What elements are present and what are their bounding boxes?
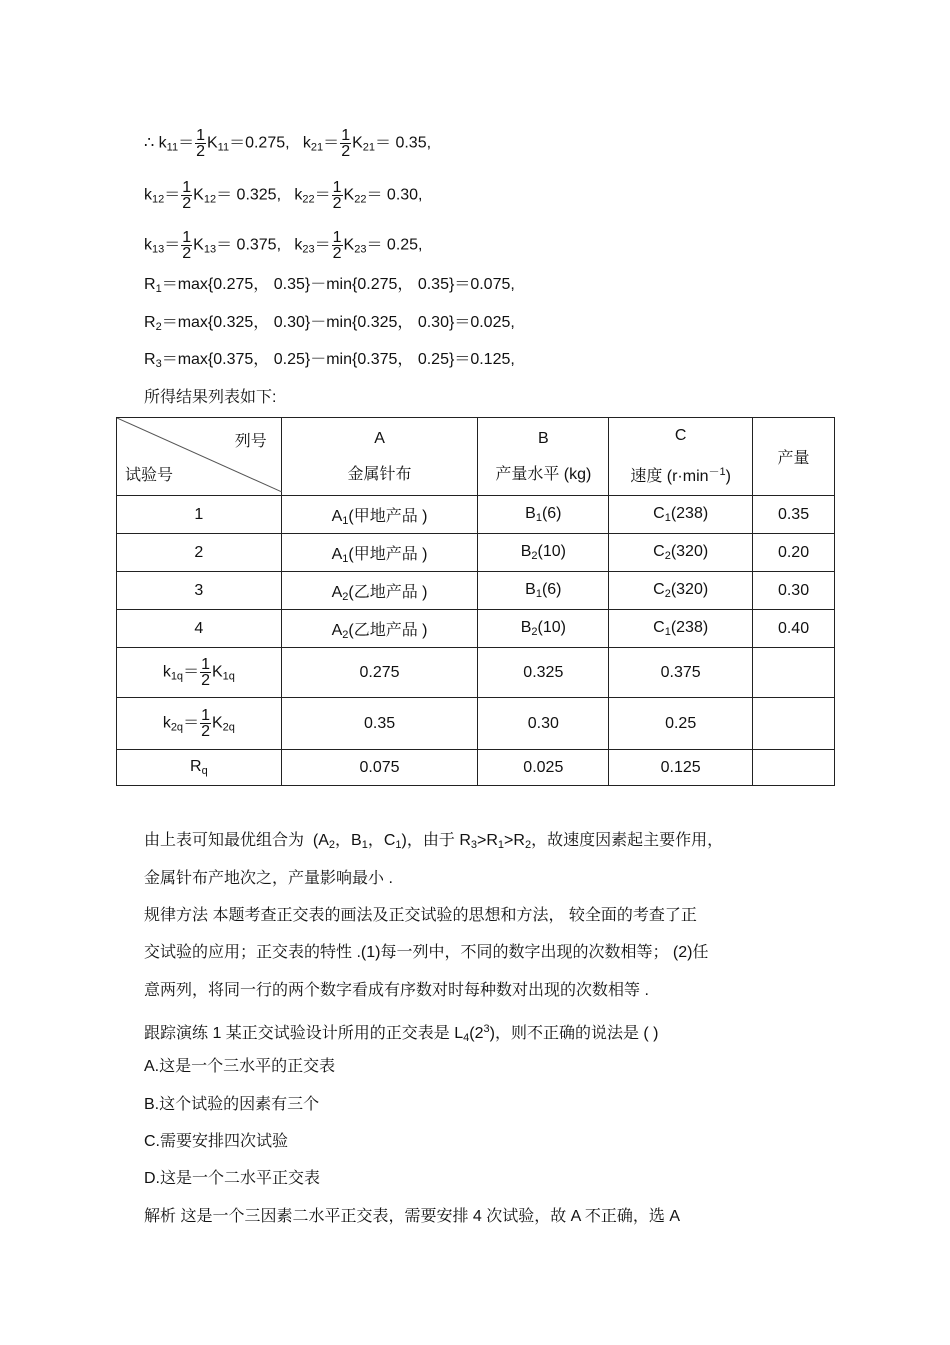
r3-symbol: R: [144, 351, 156, 368]
cell-b: [478, 534, 609, 572]
combo-a-sub: 2: [328, 839, 336, 851]
b-text: (6): [541, 581, 562, 598]
a-sub: 2: [342, 628, 349, 641]
half-num: 1: [332, 229, 342, 246]
question-pre: 跟踪演练 1 某正交试验设计所用的正交表是 L: [144, 1025, 464, 1042]
question-sub: 4: [463, 1032, 470, 1044]
k23-rhs: K: [343, 236, 355, 254]
a-text: (乙地产品 ): [348, 583, 428, 601]
k1q-a: 0.275: [281, 648, 478, 698]
header-col-a: [281, 418, 478, 496]
half-den: 2: [201, 672, 210, 689]
equals: ＝: [314, 186, 331, 204]
c-main: C: [653, 581, 665, 598]
half-num: 1: [201, 656, 210, 673]
half-den: 2: [332, 245, 342, 262]
cell-c: [609, 496, 753, 534]
k2q-label: [117, 698, 282, 750]
a-main: A: [331, 545, 343, 563]
b-main: B: [525, 581, 536, 598]
c-sub: 2: [664, 588, 671, 600]
k11-value: ＝0.275,: [229, 134, 290, 152]
range-r3-line: [144, 349, 515, 375]
gt1: >R: [477, 832, 498, 849]
c-text: (238): [670, 505, 709, 522]
half-num: 1: [182, 229, 192, 246]
exercise-question: [144, 1018, 659, 1049]
method-line-2: 交试验的应用；正交表的特性 .(1)每一列中，不同的数字出现的次数相等； (2)任: [144, 944, 709, 961]
rq-label: [117, 750, 282, 786]
equals: ＝: [183, 663, 200, 681]
cell-b: [478, 610, 609, 648]
col-a-name: 金属针布: [347, 465, 412, 483]
range-r2-line: [144, 312, 515, 338]
r1-symbol: R: [144, 276, 156, 293]
a-main: A: [331, 507, 343, 525]
range-r1-line: [144, 274, 515, 300]
cell-yield: 0.40: [753, 610, 835, 648]
k13-lhs-sub: 13: [152, 243, 165, 256]
option-a: A.这是一个三水平的正交表: [144, 1058, 336, 1075]
k22-rhs: K: [343, 186, 355, 204]
k1q-empty: [753, 648, 835, 698]
b-sub: 2: [531, 626, 538, 638]
combo-c-sub: 1: [395, 839, 402, 851]
formula-line-2: [144, 180, 423, 211]
c-main: C: [653, 543, 665, 560]
k1q-lhs: k: [162, 663, 171, 681]
header-col-c: [609, 418, 753, 496]
a-text: (乙地产品 ): [348, 621, 428, 639]
k11-rhs: K: [206, 134, 218, 152]
half-fraction: [195, 128, 206, 159]
half-fraction: [181, 230, 192, 261]
r3-symbol: R: [459, 832, 471, 849]
cell-c: [609, 610, 753, 648]
k23-lhs: k: [294, 236, 303, 254]
cell-c: [609, 572, 753, 610]
rq-empty: [753, 750, 835, 786]
k22-lhs: k: [294, 186, 303, 204]
method-line-3: 意两列，将同一行的两个数字看成有序数对时每种数对出现的次数相等 .: [144, 982, 649, 999]
col-c-name-post: ): [725, 468, 731, 485]
k2q-c: 0.25: [609, 698, 753, 750]
k1q-b: 0.325: [478, 648, 609, 698]
k12-lhs-sub: 12: [152, 193, 165, 206]
table-row: [117, 534, 835, 572]
k12-rhs-sub: 12: [203, 193, 217, 206]
c-text: (238): [670, 619, 709, 636]
half-num: 1: [196, 127, 205, 144]
formula-line-1: [144, 128, 431, 159]
table-row: [117, 610, 835, 648]
answer-explanation: 解析 这是一个三因素二水平正交表，需要安排 4 次试验，故 A 不正确，选 A: [144, 1208, 681, 1225]
c-text: (320): [670, 581, 709, 598]
a-sub: 2: [342, 590, 349, 603]
corner-row-label: 试验号: [125, 467, 174, 484]
k1q-lhs-sub: 1q: [170, 670, 184, 683]
rq-row: [117, 750, 835, 786]
col-c-name-sup: －1: [708, 466, 726, 478]
half-fraction: [332, 180, 343, 211]
half-num: 1: [341, 127, 351, 144]
equals: ＝: [314, 236, 331, 254]
k21-lhs: k: [302, 134, 311, 152]
table-intro: 所得结果列表如下:: [144, 389, 277, 406]
r1-sub: 1: [497, 839, 505, 851]
r1-sub: 1: [155, 283, 162, 295]
half-num: 1: [332, 179, 342, 196]
method-line-1: 规律方法 本题考查正交表的画法及正交试验的思想和方法， 较全面的考查了正: [144, 907, 697, 924]
half-fraction: [332, 230, 343, 261]
k2q-lhs-sub: 2q: [170, 721, 184, 734]
combo-open: (A: [312, 832, 329, 849]
k23-value: ＝ 0.25,: [366, 236, 423, 254]
formula-line-3: [144, 230, 423, 261]
b-sub: 1: [535, 588, 542, 600]
col-c-letter: C: [674, 427, 687, 444]
row-number: 2: [117, 534, 282, 572]
b-sub: 2: [531, 550, 538, 562]
half-fraction: [181, 180, 192, 211]
equals: ＝: [178, 134, 195, 152]
gt2: >R: [504, 832, 525, 849]
rq-b: 0.025: [478, 750, 609, 786]
half-den: 2: [201, 723, 210, 740]
equals: ＝: [323, 134, 340, 152]
half-den: 2: [182, 245, 192, 262]
r2-sub: 2: [155, 321, 162, 333]
half-den: 2: [341, 143, 351, 160]
b-text: (6): [541, 505, 562, 522]
cell-yield: 0.20: [753, 534, 835, 572]
b-main: B: [525, 505, 536, 522]
col-b-name: 产量水平 (kg): [495, 465, 592, 483]
k21-value: ＝ 0.35,: [375, 134, 432, 152]
table-row: [117, 572, 835, 610]
r3-sub: 3: [155, 358, 162, 370]
question-sup: 3: [483, 1023, 490, 1035]
r3-expression: ＝max{0.375， 0.25}－min{0.375， 0.25}＝0.125,: [161, 351, 515, 368]
b-text: (10): [537, 543, 566, 560]
option-c: C.需要安排四次试验: [144, 1133, 289, 1150]
k22-lhs-sub: 22: [302, 193, 315, 206]
conclusion-tail: ，故速度因素起主要作用，: [531, 832, 724, 849]
conclusion-line-1: [144, 830, 723, 856]
combo-mid2: ，C: [367, 832, 396, 849]
k11-lhs: k: [158, 134, 167, 152]
b-main: B: [520, 619, 532, 636]
k13-rhs-sub: 13: [203, 243, 217, 256]
c-sub: 1: [664, 626, 671, 638]
half-fraction: [200, 708, 211, 739]
c-main: C: [653, 505, 665, 522]
r3-sub: 3: [470, 839, 478, 851]
half-num: 1: [182, 179, 192, 196]
col-b-letter: B: [537, 429, 549, 447]
cell-a: [281, 610, 478, 648]
k13-value: ＝ 0.375,: [216, 236, 282, 254]
k2q-lhs: k: [162, 714, 171, 732]
k2q-row: [117, 698, 835, 750]
corner-column-label: 列号: [234, 433, 267, 450]
r2-symbol: R: [144, 314, 156, 331]
k13-lhs: k: [144, 236, 152, 254]
cell-a: [281, 496, 478, 534]
a-main: A: [331, 621, 343, 639]
half-den: 2: [182, 195, 192, 212]
k22-value: ＝ 0.30,: [366, 186, 423, 204]
k1q-c: 0.375: [609, 648, 753, 698]
k23-lhs-sub: 23: [302, 243, 315, 256]
k23-rhs-sub: 23: [354, 243, 367, 256]
c-text: (320): [670, 543, 709, 560]
combo-mid3: )，由于: [401, 832, 455, 849]
header-yield: 产量: [753, 418, 835, 496]
half-den: 2: [196, 143, 205, 160]
header-col-b: [478, 418, 609, 496]
equals: ＝: [164, 236, 181, 254]
k2q-empty: [753, 698, 835, 750]
k2q-rhs: K: [211, 714, 223, 732]
col-a-letter: A: [374, 429, 385, 447]
k1q-row: [117, 648, 835, 698]
cell-a: [281, 534, 478, 572]
k21-lhs-sub: 21: [310, 141, 324, 154]
k2q-rhs-sub: 2q: [222, 721, 235, 734]
corner-cell: [117, 418, 282, 496]
table-row: [117, 496, 835, 534]
a-text: (甲地产品 ): [348, 545, 428, 563]
c-sub: 1: [664, 512, 671, 524]
k2q-b: 0.30: [478, 698, 609, 750]
cell-b: [478, 572, 609, 610]
k12-value: ＝ 0.325,: [216, 186, 282, 204]
r1-expression: ＝max{0.275， 0.35}－min{0.275， 0.35}＝0.075,: [161, 276, 515, 293]
a-text: (甲地产品 ): [348, 507, 428, 525]
k12-lhs: k: [144, 186, 152, 204]
k1q-rhs-sub: 1q: [222, 670, 235, 683]
rq-main: R: [190, 758, 202, 775]
a-sub: 1: [342, 514, 349, 527]
r2-expression: ＝max{0.325， 0.30}－min{0.325， 0.30}＝0.025,: [161, 314, 515, 331]
cell-b: [478, 496, 609, 534]
cell-yield: 0.30: [753, 572, 835, 610]
k21-rhs: K: [352, 134, 363, 152]
equals: ＝: [164, 186, 181, 204]
k22-rhs-sub: 22: [354, 193, 367, 206]
question-mid: (2: [469, 1025, 484, 1042]
k2q-a: 0.35: [281, 698, 478, 750]
option-b: B.这个试验的因素有三个: [144, 1096, 320, 1113]
k21-rhs-sub: 21: [362, 141, 376, 154]
col-c-name: [609, 454, 752, 495]
option-d: D.这是一个二水平正交表: [144, 1170, 321, 1187]
k11-lhs-sub: 11: [166, 141, 179, 154]
row-number: 1: [117, 496, 282, 534]
half-fraction: [340, 128, 351, 159]
b-text: (10): [537, 619, 566, 636]
col-c-name-pre: 速度 (r·min: [630, 468, 709, 485]
k1q-label: [117, 648, 282, 698]
conclusion-line-2: 金属针布产地次之，产量影响最小 .: [144, 870, 393, 887]
k13-rhs: K: [193, 236, 204, 254]
rq-c: 0.125: [609, 750, 753, 786]
combo-mid1: ，B: [335, 832, 362, 849]
cell-a: [281, 572, 478, 610]
c-main: C: [653, 619, 665, 636]
k1q-rhs: K: [211, 663, 223, 681]
cell-c: [609, 534, 753, 572]
half-num: 1: [201, 707, 210, 724]
a-main: A: [331, 583, 343, 601]
table-header-row: [117, 418, 835, 496]
question-post: )，则不正确的说法是 ( ): [489, 1025, 659, 1042]
conclusion-text: 由上表可知最优组合为: [144, 832, 305, 849]
k12-rhs: K: [193, 186, 204, 204]
cell-yield: 0.35: [753, 496, 835, 534]
equals: ＝: [183, 714, 200, 732]
half-den: 2: [332, 195, 342, 212]
a-sub: 1: [342, 552, 349, 565]
rq-sub: q: [201, 765, 208, 777]
r2-sub: 2: [524, 839, 532, 851]
half-fraction: [200, 657, 211, 688]
c-sub: 2: [664, 550, 671, 562]
b-sub: 1: [535, 512, 542, 524]
row-number: 4: [117, 610, 282, 648]
row-number: 3: [117, 572, 282, 610]
combo-b-sub: 1: [361, 839, 368, 851]
k11-rhs-sub: 11: [217, 141, 230, 154]
results-table: [116, 417, 835, 786]
therefore-symbol: ∴: [144, 134, 155, 152]
rq-a: 0.075: [281, 750, 478, 786]
b-main: B: [520, 543, 532, 560]
